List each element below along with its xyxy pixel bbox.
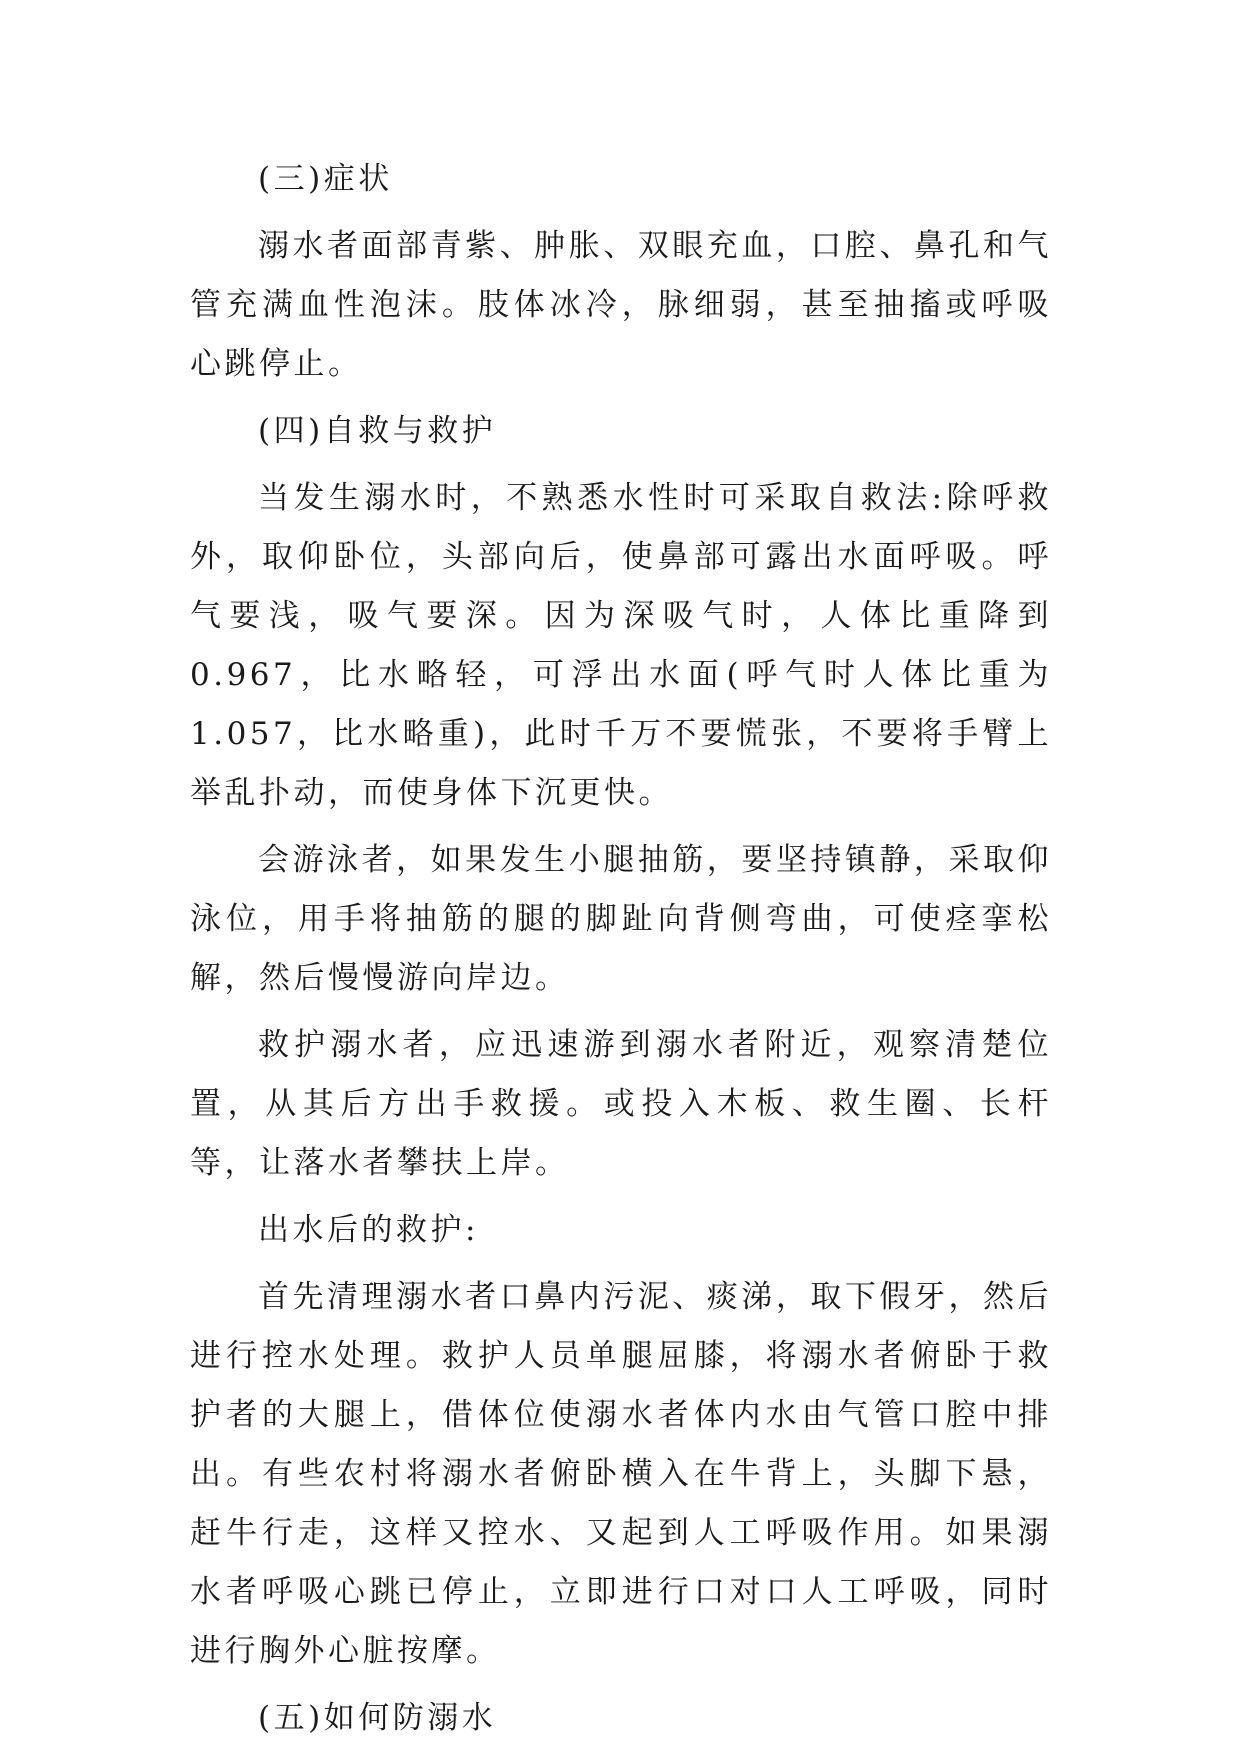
paragraph-after-rescue-steps: 首先清理溺水者口鼻内污泥、痰涕，取下假牙，然后进行控水处理。救护人员单腿屈膝，将溺水者俯卧于救护者的大腿上，借体位使溺水者体内水由气管口腔中排出。有些农村将溺水者俯卧横入在牛背上，头脚下悬，赶牛行走，这样又控水、又起到人工呼吸作用。如果溺水者呼吸心跳已停止，立即进行口对口人工呼吸，同时进行胸外心脏按摩。 xyxy=(190,1279,1052,1669)
section-heading-self-rescue: (四)自救与救护 xyxy=(258,413,497,449)
section-heading-symptoms: (三)症状 xyxy=(258,161,393,197)
paragraph-self-rescue: 当发生溺水时，不熟悉水性时可采取自救法:除呼救外，取仰卧位，头部向后，使鼻部可露出水面呼吸。呼气要浅，吸气要深。因为深吸气时，人体比重降到0.967，比水略轻，可浮出水面(呼气时人体比重为1.057，比水略重)，此时千万不要慌张，不要将手臂上举乱扑动，而使身体下沉更快。 xyxy=(190,480,1052,811)
paragraph-rescue-others: 救护溺水者，应迅速游到溺水者附近，观察清楚位置，从其后方出手救援。或投入木板、救生圈、长杆等，让落水者攀扶上岸。 xyxy=(190,1027,1052,1181)
section-heading-prevention: (五)如何防溺水 xyxy=(258,1700,497,1736)
paragraph-symptoms: 溺水者面部青紫、肿胀、双眼充血，口腔、鼻孔和气管充满血性泡沫。肢体冰冷，脉细弱，甚至抽搐或呼吸心跳停止。 xyxy=(190,228,1052,382)
paragraph-after-rescue-label: 出水后的救护: xyxy=(258,1212,479,1248)
document-body xyxy=(190,150,1052,1756)
paragraph-leg-cramp: 会游泳者，如果发生小腿抽筋，要坚持镇静，采取仰泳位，用手将抽筋的腿的脚趾向背侧弯曲，可使痉挛松解，然后慢慢游向岸边。 xyxy=(190,842,1052,996)
